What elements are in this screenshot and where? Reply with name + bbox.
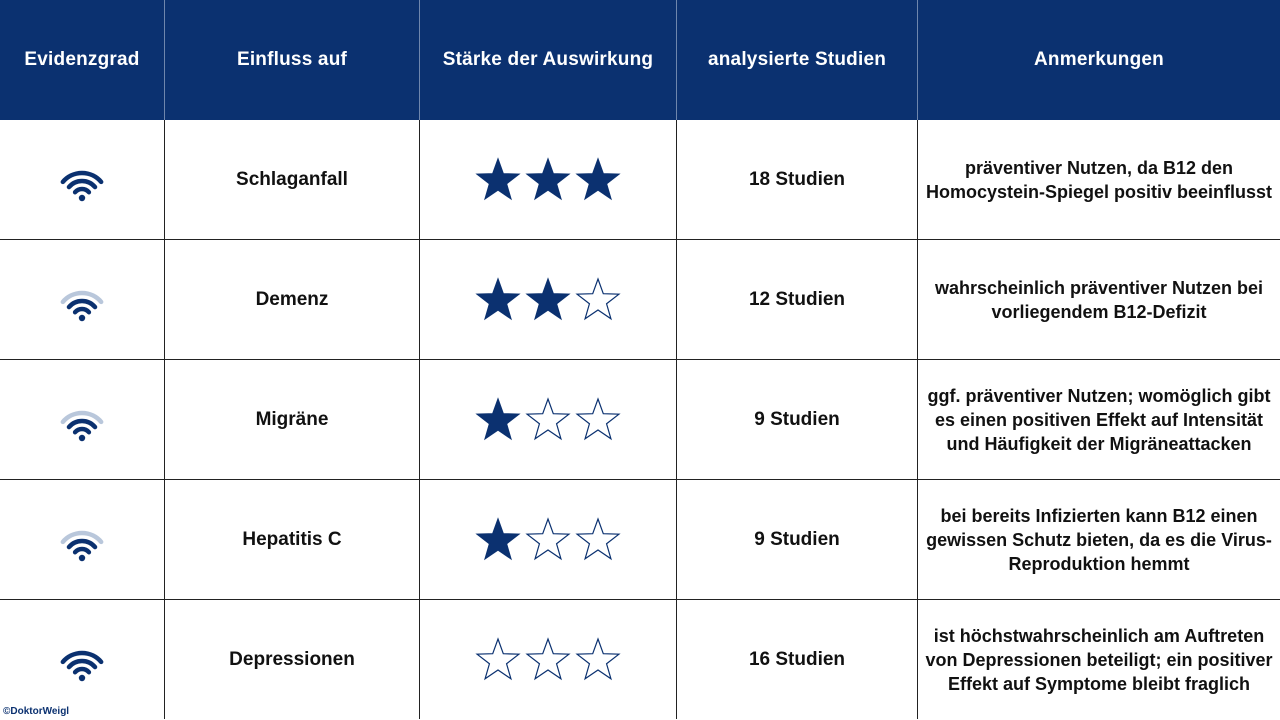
note-line: bei bereits Infizierten kann B12 einen xyxy=(940,505,1258,526)
filled-star-icon xyxy=(475,517,521,563)
table-row xyxy=(0,600,1280,720)
evidence-signal-icon xyxy=(54,396,110,444)
studies-cell: 18 Studien xyxy=(677,120,918,240)
evidence-signal-icon xyxy=(54,516,110,564)
empty-star-icon xyxy=(525,637,571,683)
header-einfluss: Einfluss auf xyxy=(165,0,420,120)
topic-cell: Depressionen xyxy=(165,600,420,720)
note-line: Effekt auf Symptome bleibt fraglich xyxy=(947,673,1251,694)
header-studien: analysierte Studien xyxy=(677,0,918,120)
empty-star-icon xyxy=(575,277,621,323)
filled-star-icon xyxy=(575,157,621,203)
empty-star-icon xyxy=(525,397,571,443)
strength-cell xyxy=(420,480,677,600)
evidence-cell xyxy=(0,600,165,720)
note-line: ggf. präventiver Nutzen; womöglich gibt xyxy=(927,385,1271,406)
note-line: es einen positiven Effekt auf Intensität xyxy=(934,409,1264,430)
header-anmerkungen: Anmerkungen xyxy=(918,0,1280,120)
topic-cell: Migräne xyxy=(165,360,420,480)
note-cell xyxy=(918,600,1280,720)
note-cell xyxy=(918,480,1280,600)
note-line: Reproduktion hemmt xyxy=(1008,553,1190,574)
table-row xyxy=(0,480,1280,600)
header-staerke: Stärke der Auswirkung xyxy=(420,0,677,120)
evidence-signal-icon xyxy=(54,156,110,204)
evidence-signal-icon xyxy=(54,636,110,684)
studies-cell: 12 Studien xyxy=(677,240,918,360)
studies-cell: 9 Studien xyxy=(677,480,918,600)
evidence-cell xyxy=(0,360,165,480)
strength-cell xyxy=(420,360,677,480)
note-line: gewissen Schutz bieten, da es die Virus- xyxy=(926,529,1272,550)
empty-star-icon xyxy=(475,637,521,683)
topic-cell: Hepatitis C xyxy=(165,480,420,600)
note-line: Homocystein-Spiegel positiv beeinflusst xyxy=(925,181,1273,202)
filled-star-icon xyxy=(475,397,521,443)
strength-cell xyxy=(420,240,677,360)
header-row xyxy=(0,0,1280,120)
filled-star-icon xyxy=(525,157,571,203)
topic-cell: Demenz xyxy=(165,240,420,360)
filled-star-icon xyxy=(475,157,521,203)
evidence-signal-icon xyxy=(54,276,110,324)
empty-star-icon xyxy=(575,397,621,443)
evidence-cell xyxy=(0,480,165,600)
note-cell xyxy=(918,120,1280,240)
empty-star-icon xyxy=(525,517,571,563)
note-cell xyxy=(918,240,1280,360)
evidence-cell xyxy=(0,240,165,360)
table-row xyxy=(0,360,1280,480)
note-line: präventiver Nutzen, da B12 den xyxy=(964,157,1234,178)
table-row xyxy=(0,120,1280,240)
strength-cell xyxy=(420,120,677,240)
evidence-cell xyxy=(0,120,165,240)
note-line: und Häufigkeit der Migräneattacken xyxy=(946,433,1252,454)
credit-text: ©DoktorWeigl xyxy=(3,706,70,717)
note-line: vorliegendem B12-Defizit xyxy=(991,301,1207,322)
note-line: von Depressionen beteiligt; ein positiver xyxy=(925,649,1273,670)
filled-star-icon xyxy=(525,277,571,323)
topic-cell: Schlaganfall xyxy=(165,120,420,240)
note-line: wahrscheinlich präventiver Nutzen bei xyxy=(934,277,1264,298)
strength-cell xyxy=(420,600,677,720)
studies-cell: 16 Studien xyxy=(677,600,918,720)
header-evidenzgrad: Evidenzgrad xyxy=(0,0,165,120)
studies-cell: 9 Studien xyxy=(677,360,918,480)
note-line: ist höchstwahrscheinlich am Auftreten xyxy=(933,625,1265,646)
empty-star-icon xyxy=(575,637,621,683)
table-row xyxy=(0,240,1280,360)
filled-star-icon xyxy=(475,277,521,323)
empty-star-icon xyxy=(575,517,621,563)
table-body xyxy=(0,120,1280,719)
note-cell xyxy=(918,360,1280,480)
